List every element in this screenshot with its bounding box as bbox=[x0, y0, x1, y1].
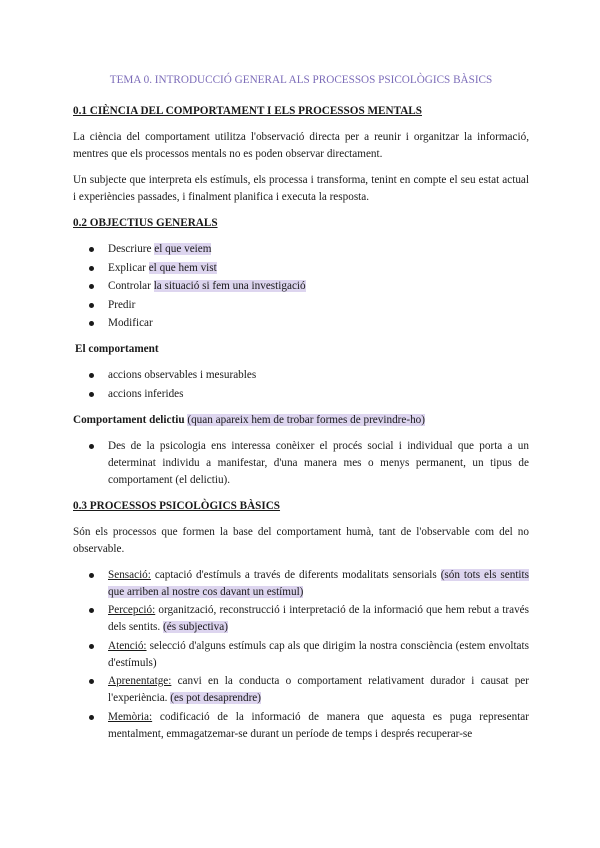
paragraph: Un subjecte que interpreta els estímuls, els processa i transforma, tenint en compte el seu estat actual i experiències passades, i finalment planifica i executa la resposta. bbox=[73, 174, 529, 203]
list-item: Percepció: organització, reconstrucció i interpretació de la informació que hem rebut a través dels sentits. (és subjectiva) bbox=[73, 602, 529, 636]
comportament-list bbox=[73, 367, 529, 403]
term: Memòria: bbox=[108, 710, 153, 723]
highlight: el que hem vist bbox=[148, 261, 217, 274]
list-item: accions observables i mesurables bbox=[73, 367, 529, 384]
list-item: Explicar el que hem vist bbox=[73, 260, 529, 277]
paragraph: La ciència del comportament utilitza l'observació directa per a reunir i organitzar la informació, mentres que els processos mentals no es poden observar directament. bbox=[73, 131, 529, 160]
section-heading-0-2: 0.2 OBJECTIUS GENERALS bbox=[73, 217, 218, 229]
list-item: Atenció: selecció d'alguns estímuls cap als que dirigim la nostra consciència (estem envoltats d'estímuls) bbox=[73, 638, 529, 672]
term: Aprenentatge: bbox=[108, 675, 172, 687]
document-title: TEMA 0. INTRODUCCIÓ GENERAL ALS PROCESSOS PSICOLÒGICS BÀSICS bbox=[109, 74, 493, 86]
list-item: accions inferides bbox=[73, 386, 529, 403]
list-item: Modificar bbox=[73, 315, 529, 332]
subheading-delictiu: Comportament delictiu (quan apareix hem de trobar formes de previndre-ho) bbox=[73, 413, 425, 426]
highlight: (és subjectiva) bbox=[163, 621, 228, 633]
list-item: Predir bbox=[73, 297, 529, 314]
processos-list bbox=[73, 567, 529, 743]
highlight: (són tots els sentits que arriben al nostre cos davant un estímul) bbox=[108, 568, 529, 598]
paragraph: Són els processos que formen la base del comportament humà, tant de l'observable com del no observable. bbox=[73, 525, 529, 555]
section-heading-0-3: 0.3 PROCESSOS PSICOLÒGICS BÀSICS bbox=[73, 499, 281, 512]
highlight: el que veiem bbox=[154, 243, 212, 255]
term: Atenció: bbox=[108, 639, 147, 652]
list-item: Aprenentatge: canvi en la conducta o comportament relativament durador i causat per l'experiència. (es pot desaprendre) bbox=[73, 673, 529, 707]
term: Percepció: bbox=[108, 604, 156, 616]
subheading-comportament: El comportament bbox=[75, 343, 159, 355]
delictiu-list bbox=[73, 438, 529, 489]
highlight: la situació si fem una investigació bbox=[153, 280, 306, 292]
list-item: Descriure el que veiem bbox=[73, 241, 529, 258]
objectives-list bbox=[73, 241, 529, 332]
list-item: Memòria: codificació de la informació de manera que aquesta es puga representar mentalment, emmagatzemar-se durant un període de temps i després recuperar-se bbox=[73, 709, 529, 743]
highlight: (es pot desaprendre) bbox=[170, 692, 261, 704]
term: Sensació: bbox=[108, 568, 151, 581]
document-page bbox=[73, 72, 529, 752]
list-item: Des de la psicologia ens interessa conèixer el procés social i individual que porta a un determinat individu a manifestar, d'una manera mes o menys permanent, un tipus de comportament (el delictiu). bbox=[73, 438, 529, 489]
list-item: Controlar la situació si fem una investigació bbox=[73, 278, 529, 295]
section-heading-0-1: 0.1 CIÈNCIA DEL COMPORTAMENT I ELS PROCESSOS MENTALS bbox=[73, 105, 422, 117]
list-item: Sensació: captació d'estímuls a través de diferents modalitats sensorials (són tots els sentits que arriben al nostre cos davant un estímul) bbox=[73, 567, 529, 601]
highlight: (quan apareix hem de trobar formes de previndre-ho) bbox=[187, 413, 425, 426]
